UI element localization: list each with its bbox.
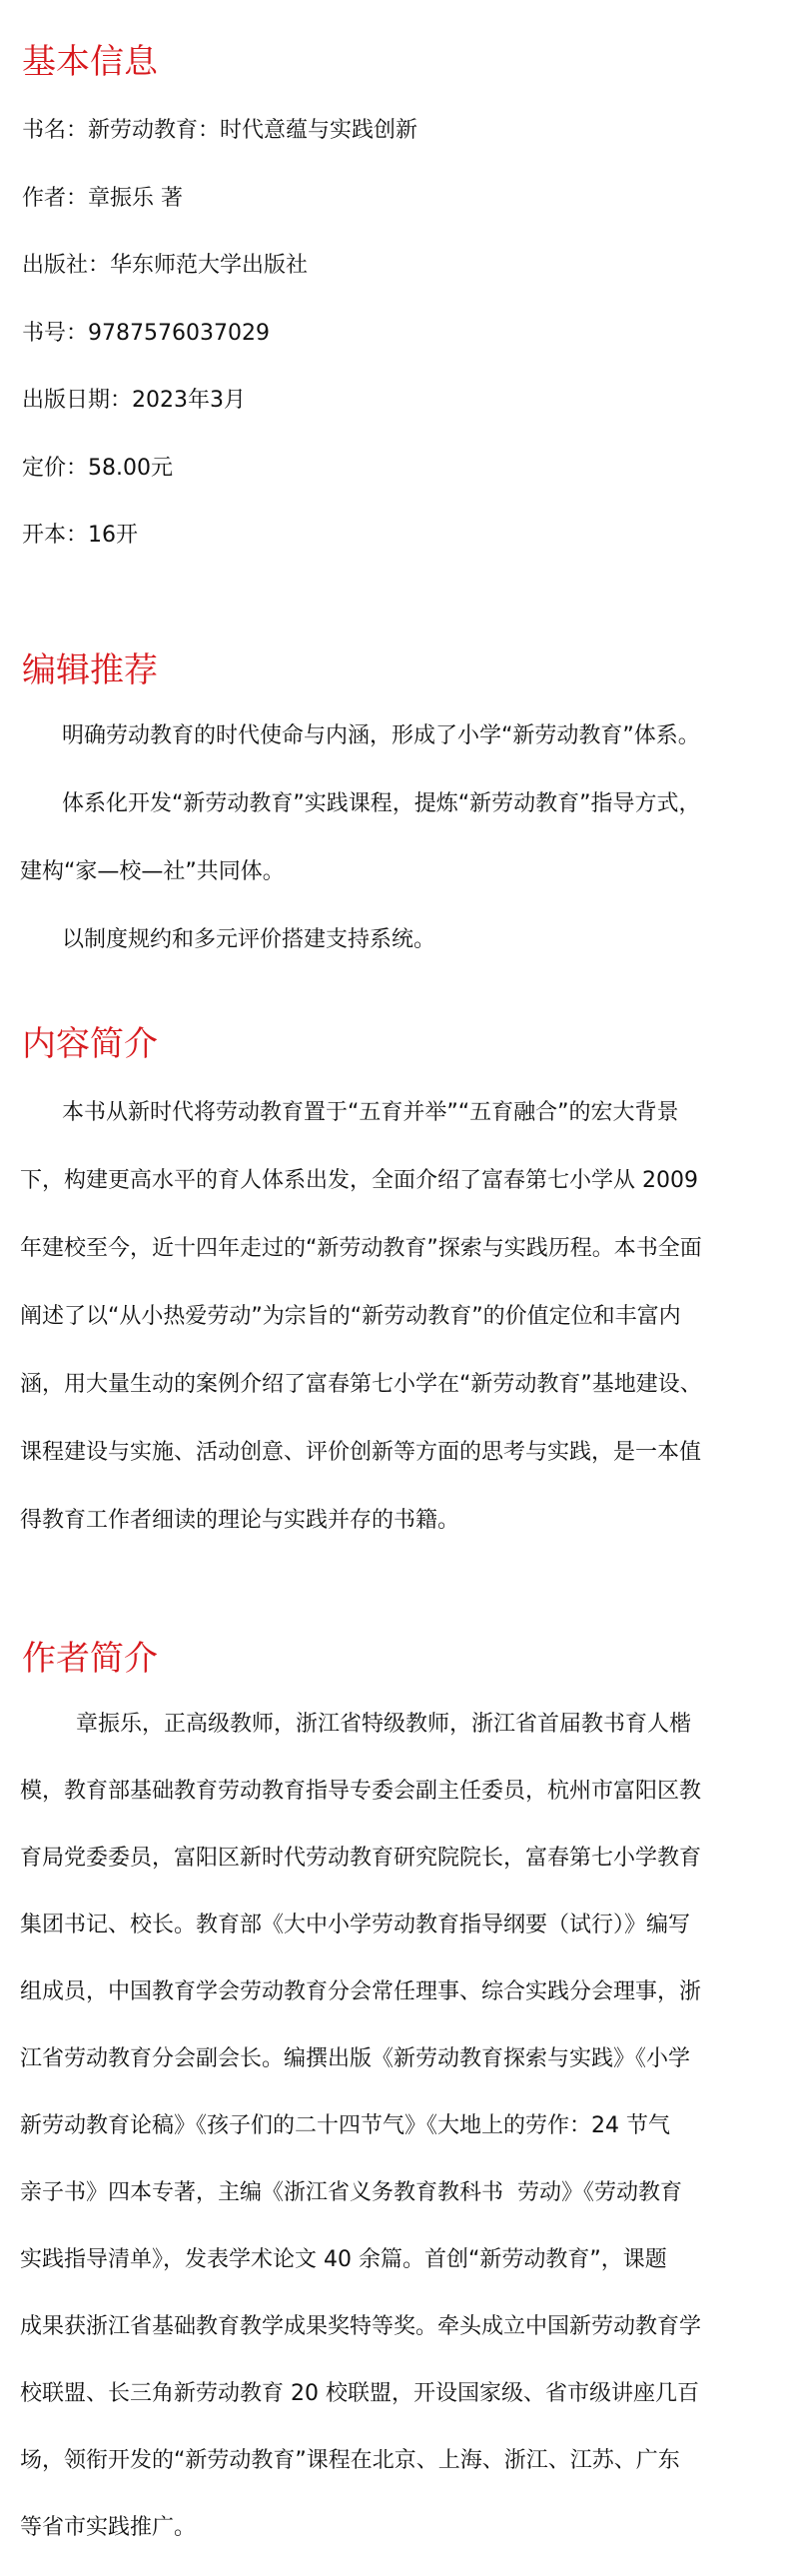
field-price: 定价：58.00元	[22, 456, 173, 481]
content-intro-body	[20, 1079, 771, 1555]
author-intro-line: 模，教育部基础教育劳动教育指导专委会副主任委员，杭州市富阳区教	[20, 1779, 702, 1804]
editor-recommendation-line: 体系化开发“新劳动教育”实践课程，提炼“新劳动教育”指导方式，	[20, 791, 701, 816]
field-title: 书名：新劳动教育：时代意蕴与实践创新	[22, 118, 418, 143]
author-intro-line: 校联盟、长三角新劳动教育 20 校联盟，开设国家级、省市级讲座几百	[20, 2381, 699, 2406]
author-intro-line: 实践指导清单》，发表学术论文 40 余篇。首创“新劳动教育”，课题	[20, 2247, 667, 2272]
author-intro-heading: 作者简介	[22, 1639, 158, 1679]
author-intro-line: 成果获浙江省基础教育教学成果奖特等奖。牵头成立中国新劳动教育学	[20, 2314, 702, 2339]
editor-recommendation-line: 明确劳动教育的时代使命与内涵，形成了小学“新劳动教育”体系。	[20, 723, 700, 748]
content-intro-line: 课程建设与实施、活动创意、评价创新等方面的思考与实践，是一本值	[20, 1440, 702, 1465]
editor-recommendation-heading: 编辑推荐	[22, 650, 158, 690]
author-intro-line: 组成员，中国教育学会劳动教育分会常任理事、综合实践分会理事，浙	[20, 1979, 702, 2004]
content-intro-line: 阐述了以“从小热爱劳动”为宗旨的“新劳动教育”的价值定位和丰富内	[20, 1304, 681, 1329]
editor-recommendation-body	[20, 702, 771, 974]
editor-recommendation-line: 建构“家—校—社”共同体。	[20, 859, 285, 884]
content-intro-line: 下，构建更高水平的育人体系出发，全面介绍了富春第七小学从 2009	[20, 1168, 698, 1193]
author-intro-line: 育局党委委员，富阳区新时代劳动教育研究院院长，富春第七小学教育	[20, 1846, 702, 1871]
author-intro-line: 场，领衔开发的“新劳动教育”课程在北京、上海、浙江、江苏、广东	[20, 2448, 680, 2473]
content-intro-heading: 内容简介	[22, 1024, 158, 1064]
author-intro-body	[20, 1691, 771, 2561]
field-isbn: 书号：9787576037029	[22, 321, 270, 346]
field-format: 开本：16开	[22, 523, 138, 548]
author-intro-line: 江省劳动教育分会副会长。编撰出版《新劳动教育探索与实践》《小学	[20, 2046, 691, 2071]
field-publisher: 出版社：华东师范大学出版社	[22, 253, 309, 278]
author-intro-line: 新劳动教育论稿》《孩子们的二十四节气》《大地上的劳作：24 节气	[20, 2113, 670, 2138]
basic-info-heading: 基本信息	[22, 42, 158, 82]
content-intro-line: 本书从新时代将劳动教育置于“五育并举”“五育融合”的宏大背景	[20, 1100, 679, 1125]
content-intro-line: 得教育工作者细读的理论与实践并存的书籍。	[20, 1508, 460, 1533]
content-intro-line: 涵，用大量生动的案例介绍了富春第七小学在“新劳动教育”基地建设、	[20, 1372, 702, 1397]
author-intro-line: 等省市实践推广。	[20, 2515, 197, 2540]
author-intro-line: 章振乐，正高级教师，浙江省特级教师，浙江省首届教书育人楷	[20, 1712, 691, 1737]
author-intro-line: 亲子书》四本专著，主编《浙江省义务教育教科书 劳动》《劳动教育	[20, 2180, 682, 2205]
field-author: 作者：章振乐 著	[22, 186, 183, 211]
field-publish-date: 出版日期：2023年3月	[22, 388, 246, 413]
content-intro-line: 年建校至今，近十四年走过的“新劳动教育”探索与实践历程。本书全面	[20, 1236, 702, 1261]
author-intro-line: 集团书记、校长。教育部《大中小学劳动教育指导纲要（试行）》编写	[20, 1913, 691, 1937]
editor-recommendation-line: 以制度规约和多元评价搭建支持系统。	[20, 927, 435, 952]
